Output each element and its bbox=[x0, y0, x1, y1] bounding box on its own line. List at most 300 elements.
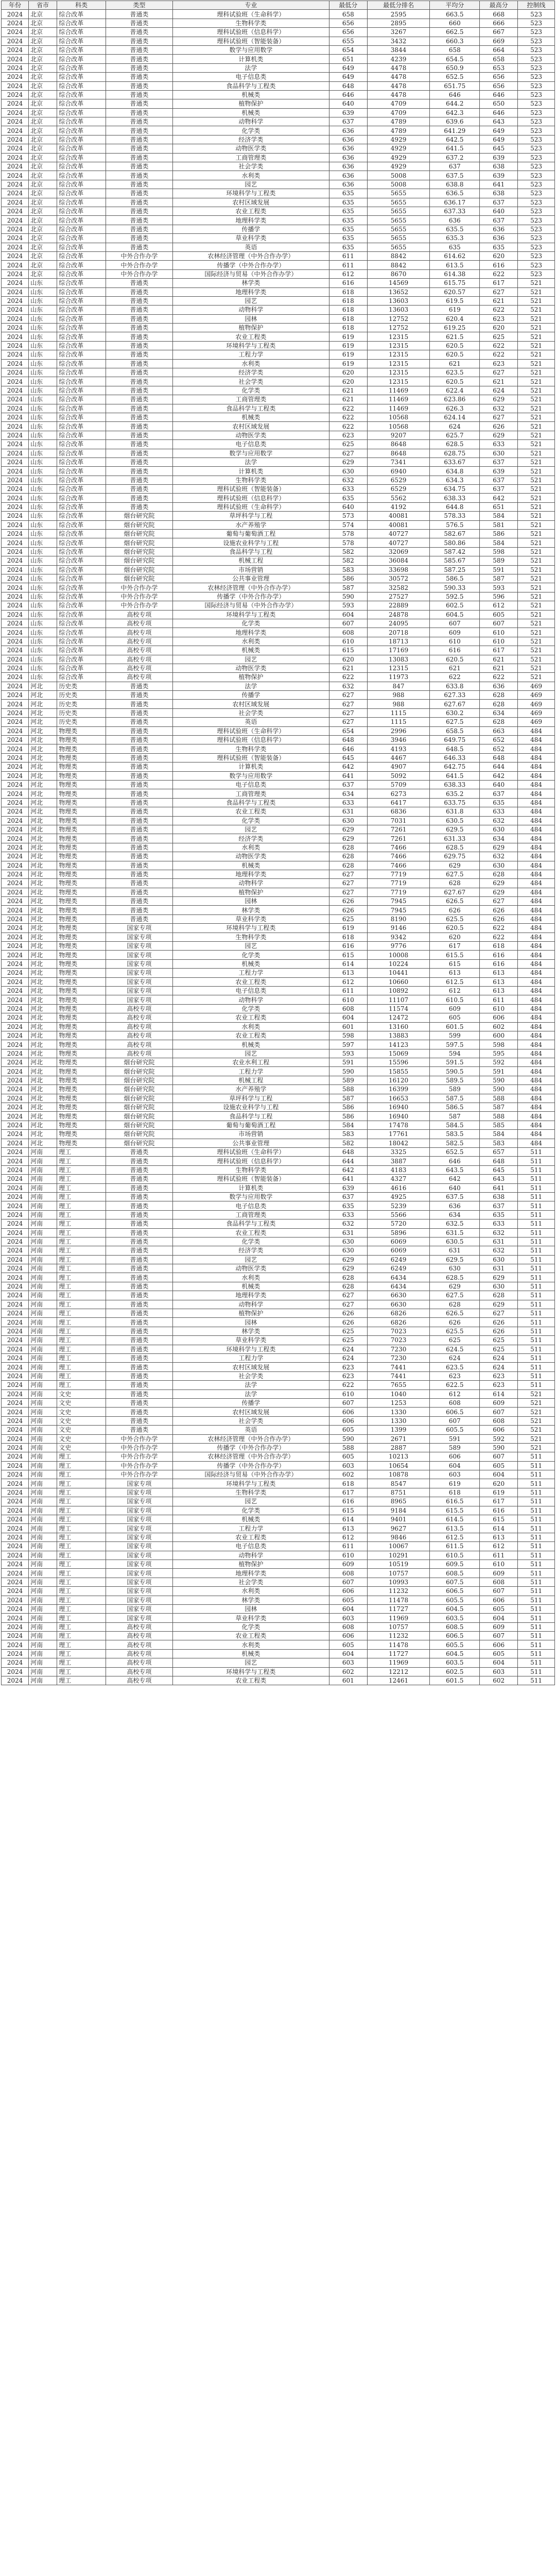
cell-min-rank: 5655 bbox=[367, 234, 430, 243]
table-row bbox=[2, 413, 555, 421]
cell-min-score: 646 bbox=[329, 744, 367, 753]
cell-max-score: 639 bbox=[480, 467, 518, 476]
cell-avg-score: 624 bbox=[430, 422, 480, 431]
cell-year: 2024 bbox=[2, 1300, 29, 1309]
cell-type: 普通类 bbox=[106, 736, 172, 744]
cell-control-line: 521 bbox=[518, 1416, 555, 1425]
table-row bbox=[2, 1031, 555, 1040]
cell-major: 园林 bbox=[172, 897, 329, 906]
cell-subject: 综合改革 bbox=[57, 440, 106, 449]
cell-type: 高校专项 bbox=[106, 1013, 172, 1022]
cell-year: 2024 bbox=[2, 924, 29, 933]
cell-year: 2024 bbox=[2, 1506, 29, 1515]
cell-avg-score: 623.5 bbox=[430, 1363, 480, 1371]
cell-min-score: 615 bbox=[329, 1506, 367, 1515]
cell-control-line: 484 bbox=[518, 789, 555, 798]
cell-avg-score: 607 bbox=[430, 1416, 480, 1425]
cell-province: 河北 bbox=[29, 780, 57, 789]
cell-year: 2024 bbox=[2, 512, 29, 520]
cell-min-rank: 7230 bbox=[367, 1345, 430, 1353]
cell-type: 高校专项 bbox=[106, 1658, 172, 1667]
cell-control-line: 521 bbox=[518, 610, 555, 619]
cell-min-score: 633 bbox=[329, 485, 367, 494]
table-row bbox=[2, 1452, 555, 1461]
cell-year: 2024 bbox=[2, 1524, 29, 1533]
cell-avg-score: 648.5 bbox=[430, 744, 480, 753]
cell-control-line: 521 bbox=[518, 592, 555, 601]
table-row bbox=[2, 350, 555, 359]
cell-min-score: 573 bbox=[329, 512, 367, 520]
cell-control-line: 469 bbox=[518, 700, 555, 708]
cell-province: 山东 bbox=[29, 502, 57, 511]
cell-province: 山东 bbox=[29, 386, 57, 395]
table-row bbox=[2, 700, 555, 708]
cell-min-rank: 6940 bbox=[367, 467, 430, 476]
cell-subject: 综合改革 bbox=[57, 583, 106, 592]
cell-subject: 综合改革 bbox=[57, 601, 106, 610]
cell-major: 数学与应用数学 bbox=[172, 45, 329, 54]
cell-province: 河北 bbox=[29, 1004, 57, 1013]
cell-major: 草业科学类 bbox=[172, 1336, 329, 1345]
cell-major: 动物科学 bbox=[172, 1551, 329, 1560]
cell-major: 化学类 bbox=[172, 1004, 329, 1013]
cell-min-rank: 8547 bbox=[367, 1479, 430, 1488]
cell-subject: 理工 bbox=[57, 1210, 106, 1219]
cell-control-line: 484 bbox=[518, 1013, 555, 1022]
cell-min-rank: 1253 bbox=[367, 1398, 430, 1407]
cell-major: 经济学类 bbox=[172, 135, 329, 144]
cell-province: 河南 bbox=[29, 1165, 57, 1174]
cell-min-score: 611 bbox=[329, 986, 367, 995]
table-row bbox=[2, 986, 555, 995]
cell-min-score: 610 bbox=[329, 1551, 367, 1560]
cell-province: 山东 bbox=[29, 287, 57, 296]
table-row bbox=[2, 1443, 555, 1452]
table-row bbox=[2, 55, 555, 63]
cell-avg-score: 607.5 bbox=[430, 1578, 480, 1586]
cell-control-line: 521 bbox=[518, 1426, 555, 1434]
cell-major: 化学类 bbox=[172, 1506, 329, 1515]
cell-major: 工商管理类 bbox=[172, 395, 329, 404]
cell-min-score: 606 bbox=[329, 1408, 367, 1416]
table-row bbox=[2, 1560, 555, 1568]
cell-control-line: 523 bbox=[518, 117, 555, 126]
cell-province: 河南 bbox=[29, 1604, 57, 1613]
table-row bbox=[2, 1327, 555, 1335]
cell-type: 普通类 bbox=[106, 45, 172, 54]
cell-type: 高校专项 bbox=[106, 646, 172, 655]
table-row bbox=[2, 870, 555, 878]
cell-subject: 理工 bbox=[57, 1587, 106, 1596]
cell-max-score: 656 bbox=[480, 73, 518, 81]
cell-major: 动物医学类 bbox=[172, 431, 329, 439]
table-row bbox=[2, 306, 555, 314]
table-row bbox=[2, 1022, 555, 1031]
cell-avg-score: 601.5 bbox=[430, 1676, 480, 1685]
cell-min-rank: 18713 bbox=[367, 637, 430, 646]
cell-max-score: 613 bbox=[480, 1533, 518, 1541]
cell-min-score: 612 bbox=[329, 269, 367, 278]
cell-control-line: 521 bbox=[518, 359, 555, 368]
col-header-major: 专业 bbox=[172, 1, 329, 10]
cell-min-rank: 6529 bbox=[367, 476, 430, 484]
cell-type: 高校专项 bbox=[106, 1040, 172, 1049]
cell-type: 中外合作办学 bbox=[106, 1470, 172, 1479]
cell-major: 工程力学 bbox=[172, 1524, 329, 1533]
cell-min-score: 603 bbox=[329, 1658, 367, 1667]
cell-control-line: 523 bbox=[518, 153, 555, 162]
cell-control-line: 511 bbox=[518, 1165, 555, 1174]
cell-type: 高校专项 bbox=[106, 619, 172, 628]
cell-province: 河南 bbox=[29, 1479, 57, 1488]
cell-min-score: 589 bbox=[329, 1076, 367, 1084]
cell-min-rank: 7655 bbox=[367, 1381, 430, 1389]
cell-control-line: 484 bbox=[518, 1022, 555, 1031]
cell-type: 普通类 bbox=[106, 1371, 172, 1380]
cell-subject: 理工 bbox=[57, 1533, 106, 1541]
cell-major: 机械类 bbox=[172, 1515, 329, 1524]
cell-major: 工商管理类 bbox=[172, 789, 329, 798]
cell-subject: 综合改革 bbox=[57, 431, 106, 439]
cell-subject: 综合改革 bbox=[57, 637, 106, 646]
cell-control-line: 511 bbox=[518, 1587, 555, 1596]
cell-min-score: 620 bbox=[329, 655, 367, 664]
cell-min-score: 620 bbox=[329, 377, 367, 386]
cell-avg-score: 626.5 bbox=[430, 897, 480, 906]
cell-max-score: 625 bbox=[480, 1345, 518, 1353]
cell-subject: 综合改革 bbox=[57, 646, 106, 655]
cell-major: 草业科学类 bbox=[172, 1614, 329, 1622]
cell-avg-score: 628.75 bbox=[430, 449, 480, 457]
cell-avg-score: 606.5 bbox=[430, 1408, 480, 1416]
cell-major: 植物保护 bbox=[172, 324, 329, 332]
cell-min-score: 615 bbox=[329, 951, 367, 959]
cell-major: 植物保护 bbox=[172, 888, 329, 896]
table-row bbox=[2, 574, 555, 583]
cell-min-score: 628 bbox=[329, 843, 367, 852]
cell-min-rank: 12315 bbox=[367, 332, 430, 341]
cell-max-score: 622 bbox=[480, 933, 518, 941]
cell-avg-score: 634.8 bbox=[430, 467, 480, 476]
table-row bbox=[2, 1658, 555, 1667]
cell-type: 普通类 bbox=[106, 807, 172, 816]
cell-avg-score: 633.75 bbox=[430, 798, 480, 807]
cell-province: 山东 bbox=[29, 512, 57, 520]
cell-min-score: 618 bbox=[329, 287, 367, 296]
cell-max-score: 626 bbox=[480, 422, 518, 431]
cell-control-line: 521 bbox=[518, 601, 555, 610]
cell-subject: 综合改革 bbox=[57, 10, 106, 19]
cell-max-score: 615 bbox=[480, 1515, 518, 1524]
cell-avg-score: 587.5 bbox=[430, 1094, 480, 1103]
cell-min-rank: 10008 bbox=[367, 951, 430, 959]
cell-avg-score: 613 bbox=[430, 969, 480, 977]
cell-max-score: 616 bbox=[480, 951, 518, 959]
cell-province: 山东 bbox=[29, 637, 57, 646]
cell-year: 2024 bbox=[2, 1327, 29, 1335]
cell-major: 社会学类 bbox=[172, 1578, 329, 1586]
cell-province: 河南 bbox=[29, 1246, 57, 1255]
cell-min-score: 630 bbox=[329, 1246, 367, 1255]
cell-control-line: 523 bbox=[518, 162, 555, 171]
cell-type: 普通类 bbox=[106, 1426, 172, 1434]
cell-min-rank: 7466 bbox=[367, 852, 430, 861]
cell-min-rank: 9627 bbox=[367, 1524, 430, 1533]
cell-min-score: 633 bbox=[329, 798, 367, 807]
table-row bbox=[2, 879, 555, 888]
cell-min-score: 636 bbox=[329, 144, 367, 153]
cell-max-score: 621 bbox=[480, 377, 518, 386]
cell-major: 机械工程 bbox=[172, 1076, 329, 1084]
cell-avg-score: 627.5 bbox=[430, 1291, 480, 1300]
cell-min-rank: 6417 bbox=[367, 798, 430, 807]
cell-year: 2024 bbox=[2, 1479, 29, 1488]
table-row bbox=[2, 314, 555, 323]
table-row bbox=[2, 995, 555, 1004]
cell-province: 河北 bbox=[29, 924, 57, 933]
cell-major: 生物科学类 bbox=[172, 744, 329, 753]
cell-subject: 物理类 bbox=[57, 762, 106, 771]
cell-province: 山东 bbox=[29, 314, 57, 323]
table-row bbox=[2, 1183, 555, 1192]
cell-max-score: 622 bbox=[480, 673, 518, 682]
cell-major: 数学与应用数学 bbox=[172, 1192, 329, 1201]
cell-year: 2024 bbox=[2, 771, 29, 780]
cell-type: 普通类 bbox=[106, 1363, 172, 1371]
cell-max-score: 607 bbox=[480, 1587, 518, 1596]
cell-avg-score: 620.5 bbox=[430, 350, 480, 359]
cell-avg-score: 620 bbox=[430, 933, 480, 941]
cell-max-score: 663 bbox=[480, 726, 518, 735]
cell-avg-score: 635.5 bbox=[430, 225, 480, 233]
cell-max-score: 611 bbox=[480, 1551, 518, 1560]
cell-subject: 物理类 bbox=[57, 1121, 106, 1129]
cell-major: 林学类 bbox=[172, 1327, 329, 1335]
cell-type: 国家专项 bbox=[106, 1587, 172, 1596]
cell-min-rank: 6273 bbox=[367, 789, 430, 798]
cell-subject: 理工 bbox=[57, 1506, 106, 1515]
cell-control-line: 523 bbox=[518, 144, 555, 153]
cell-min-score: 603 bbox=[329, 1614, 367, 1622]
cell-major: 工程力学 bbox=[172, 1353, 329, 1362]
table-row bbox=[2, 1470, 555, 1479]
cell-avg-score: 636.17 bbox=[430, 198, 480, 207]
cell-subject: 理工 bbox=[57, 1255, 106, 1264]
cell-min-rank: 6630 bbox=[367, 1300, 430, 1309]
cell-major: 电子信息类 bbox=[172, 1201, 329, 1210]
cell-year: 2024 bbox=[2, 1318, 29, 1327]
cell-year: 2024 bbox=[2, 1031, 29, 1040]
cell-province: 北京 bbox=[29, 135, 57, 144]
cell-subject: 综合改革 bbox=[57, 126, 106, 135]
cell-province: 河南 bbox=[29, 1622, 57, 1631]
table-row bbox=[2, 1165, 555, 1174]
cell-major: 理科试验班（生命科学） bbox=[172, 726, 329, 735]
cell-major: 环境科学与工程类 bbox=[172, 924, 329, 933]
cell-major: 机械类 bbox=[172, 90, 329, 99]
cell-subject: 物理类 bbox=[57, 789, 106, 798]
cell-year: 2024 bbox=[2, 959, 29, 968]
cell-avg-score: 636 bbox=[430, 216, 480, 225]
cell-type: 普通类 bbox=[106, 485, 172, 494]
cell-major: 公共事业管理 bbox=[172, 574, 329, 583]
cell-min-score: 630 bbox=[329, 816, 367, 825]
cell-avg-score: 641.29 bbox=[430, 126, 480, 135]
cell-min-score: 601 bbox=[329, 1022, 367, 1031]
cell-control-line: 521 bbox=[518, 431, 555, 439]
cell-max-score: 629 bbox=[480, 888, 518, 896]
cell-major: 机械类 bbox=[172, 1040, 329, 1049]
table-body bbox=[2, 10, 555, 1685]
cell-major: 食品科学与工程 bbox=[172, 547, 329, 556]
admission-score-table bbox=[1, 1, 555, 1685]
cell-control-line: 484 bbox=[518, 762, 555, 771]
cell-min-score: 610 bbox=[329, 995, 367, 1004]
table-row bbox=[2, 37, 555, 45]
table-row bbox=[2, 45, 555, 54]
cell-province: 河北 bbox=[29, 977, 57, 986]
cell-control-line: 511 bbox=[518, 1345, 555, 1353]
cell-control-line: 511 bbox=[518, 1604, 555, 1613]
cell-type: 普通类 bbox=[106, 324, 172, 332]
cell-avg-score: 628 bbox=[430, 879, 480, 888]
cell-year: 2024 bbox=[2, 1614, 29, 1622]
cell-avg-score: 592.5 bbox=[430, 592, 480, 601]
cell-control-line: 523 bbox=[518, 28, 555, 37]
cell-min-score: 591 bbox=[329, 1058, 367, 1067]
cell-avg-score: 633.8 bbox=[430, 682, 480, 690]
cell-major: 传播学 bbox=[172, 691, 329, 700]
cell-max-score: 628 bbox=[480, 691, 518, 700]
cell-control-line: 511 bbox=[518, 1264, 555, 1273]
cell-province: 北京 bbox=[29, 225, 57, 233]
cell-control-line: 521 bbox=[518, 386, 555, 395]
cell-major: 工程力学 bbox=[172, 969, 329, 977]
cell-min-score: 637 bbox=[329, 1192, 367, 1201]
cell-province: 河南 bbox=[29, 1461, 57, 1470]
cell-major: 机械类 bbox=[172, 959, 329, 968]
cell-province: 河北 bbox=[29, 1067, 57, 1076]
cell-year: 2024 bbox=[2, 144, 29, 153]
cell-control-line: 523 bbox=[518, 81, 555, 90]
cell-subject: 综合改革 bbox=[57, 673, 106, 682]
table-row bbox=[2, 646, 555, 655]
table-row bbox=[2, 1085, 555, 1094]
cell-subject: 综合改革 bbox=[57, 37, 106, 45]
cell-min-score: 612 bbox=[329, 977, 367, 986]
cell-avg-score: 663.5 bbox=[430, 10, 480, 19]
cell-avg-score: 619.25 bbox=[430, 324, 480, 332]
cell-min-score: 635 bbox=[329, 207, 367, 215]
cell-min-rank: 4192 bbox=[367, 502, 430, 511]
cell-major: 机械类 bbox=[172, 646, 329, 655]
cell-type: 普通类 bbox=[106, 1157, 172, 1165]
table-row bbox=[2, 897, 555, 906]
cell-control-line: 511 bbox=[518, 1282, 555, 1291]
cell-province: 河北 bbox=[29, 834, 57, 843]
cell-type: 国家专项 bbox=[106, 1569, 172, 1578]
cell-province: 河北 bbox=[29, 933, 57, 941]
cell-province: 河南 bbox=[29, 1587, 57, 1596]
cell-avg-score: 628.5 bbox=[430, 440, 480, 449]
cell-min-rank: 11478 bbox=[367, 1596, 430, 1604]
cell-min-score: 582 bbox=[329, 547, 367, 556]
cell-type: 普通类 bbox=[106, 843, 172, 852]
cell-type: 普通类 bbox=[106, 422, 172, 431]
cell-min-score: 590 bbox=[329, 592, 367, 601]
cell-type: 普通类 bbox=[106, 153, 172, 162]
cell-control-line: 484 bbox=[518, 951, 555, 959]
cell-control-line: 521 bbox=[518, 350, 555, 359]
cell-min-rank: 5008 bbox=[367, 180, 430, 189]
cell-min-score: 622 bbox=[329, 1381, 367, 1389]
cell-min-score: 619 bbox=[329, 350, 367, 359]
cell-max-score: 627 bbox=[480, 368, 518, 377]
cell-avg-score: 651.75 bbox=[430, 81, 480, 90]
cell-major: 生物科学类 bbox=[172, 476, 329, 484]
cell-min-score: 628 bbox=[329, 1282, 367, 1291]
cell-year: 2024 bbox=[2, 494, 29, 502]
cell-province: 河北 bbox=[29, 753, 57, 762]
cell-province: 北京 bbox=[29, 243, 57, 251]
cell-type: 普通类 bbox=[106, 99, 172, 108]
cell-type: 普通类 bbox=[106, 762, 172, 771]
cell-min-rank: 8965 bbox=[367, 1497, 430, 1506]
cell-type: 普通类 bbox=[106, 73, 172, 81]
cell-max-score: 624 bbox=[480, 1353, 518, 1362]
cell-subject: 物理类 bbox=[57, 816, 106, 825]
cell-type: 国家专项 bbox=[106, 1542, 172, 1551]
cell-min-score: 622 bbox=[329, 413, 367, 421]
cell-province: 河北 bbox=[29, 1013, 57, 1022]
cell-type: 普通类 bbox=[106, 55, 172, 63]
cell-min-rank: 17478 bbox=[367, 1121, 430, 1129]
cell-type: 普通类 bbox=[106, 682, 172, 690]
cell-province: 山东 bbox=[29, 440, 57, 449]
cell-avg-score: 627.67 bbox=[430, 888, 480, 896]
cell-control-line: 521 bbox=[518, 449, 555, 457]
cell-year: 2024 bbox=[2, 1533, 29, 1541]
cell-control-line: 511 bbox=[518, 1497, 555, 1506]
cell-min-score: 628 bbox=[329, 861, 367, 870]
cell-year: 2024 bbox=[2, 1264, 29, 1273]
cell-major: 机械类 bbox=[172, 1649, 329, 1658]
cell-max-score: 613 bbox=[480, 977, 518, 986]
cell-year: 2024 bbox=[2, 332, 29, 341]
col-header-subject: 科类 bbox=[57, 1, 106, 10]
cell-major: 地理科学类 bbox=[172, 287, 329, 296]
cell-type: 普通类 bbox=[106, 1237, 172, 1246]
cell-major: 生物科学类 bbox=[172, 1488, 329, 1497]
table-row bbox=[2, 583, 555, 592]
cell-major: 设施农业科学与工程 bbox=[172, 1103, 329, 1112]
table-row bbox=[2, 538, 555, 547]
cell-min-score: 607 bbox=[329, 1578, 367, 1586]
cell-min-rank: 5655 bbox=[367, 198, 430, 207]
cell-control-line: 484 bbox=[518, 1076, 555, 1084]
cell-max-score: 629 bbox=[480, 879, 518, 888]
cell-min-score: 623 bbox=[329, 1363, 367, 1371]
table-row bbox=[2, 243, 555, 251]
cell-max-score: 653 bbox=[480, 63, 518, 72]
cell-min-rank: 6069 bbox=[367, 1237, 430, 1246]
cell-min-score: 611 bbox=[329, 251, 367, 260]
cell-subject: 文史 bbox=[57, 1408, 106, 1416]
cell-province: 山东 bbox=[29, 565, 57, 574]
cell-min-rank: 13603 bbox=[367, 296, 430, 305]
cell-major: 理科试验班（生命科学） bbox=[172, 10, 329, 19]
cell-type: 普通类 bbox=[106, 386, 172, 395]
